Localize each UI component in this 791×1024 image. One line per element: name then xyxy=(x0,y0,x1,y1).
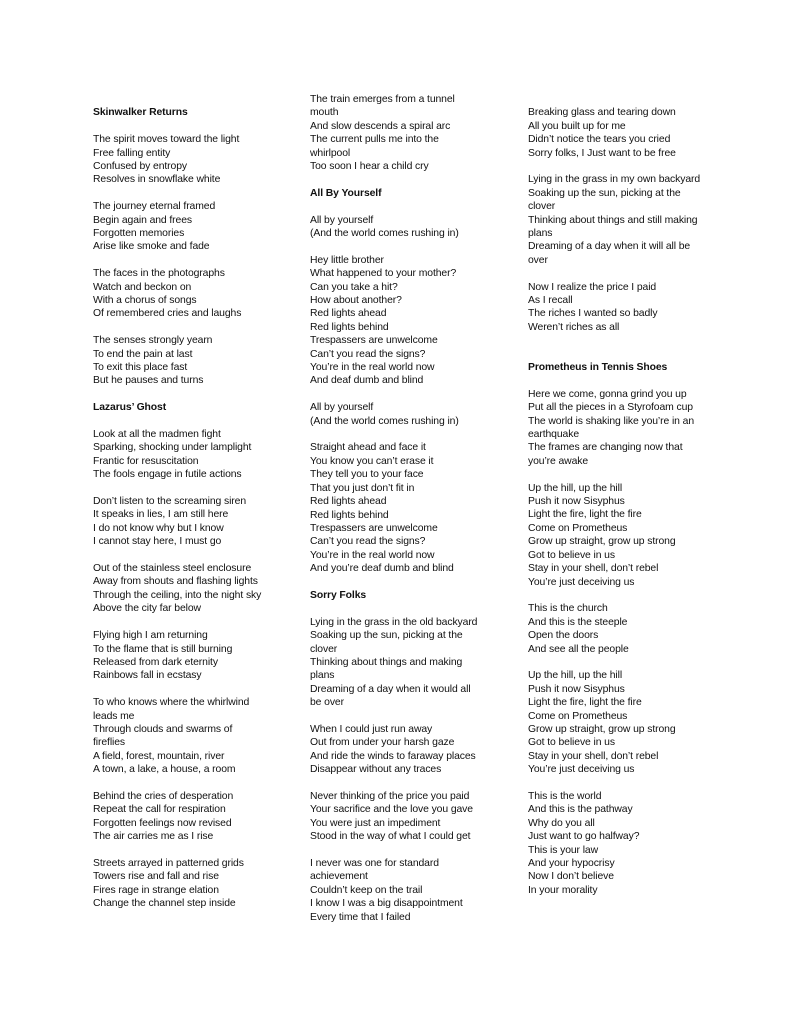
verse-line: Here we come, gonna grind you up xyxy=(528,388,687,400)
blank-line xyxy=(310,844,510,857)
verse-line: The spirit moves toward the light xyxy=(93,134,240,146)
verse-line: Never thinking of the price you paid xyxy=(310,790,470,802)
verse-line: Come on Prometheus xyxy=(528,710,628,722)
verse-line: Sparking, shocking under lamplight xyxy=(93,442,252,454)
blank-line xyxy=(93,616,293,629)
verse-line: To exit this place fast xyxy=(93,362,188,374)
verse-line: fireflies xyxy=(93,737,126,749)
blank-line xyxy=(310,388,510,401)
verse-line: clover xyxy=(310,643,338,655)
verse-line: Up the hill, up the hill xyxy=(528,670,623,682)
verse-line: Put all the pieces in a Styrofoam cup xyxy=(528,402,693,414)
blank-line xyxy=(93,187,293,200)
verse-line: That you just don’t fit in xyxy=(310,482,415,494)
verse-line: Trespassers are unwelcome xyxy=(310,522,438,534)
verse-line: Behind the cries of desperation xyxy=(93,790,234,802)
verse-line: Every time that I failed xyxy=(310,911,411,923)
verse-line: And ride the winds to faraway places xyxy=(310,750,476,762)
verse-line: Couldn’t keep on the trail xyxy=(310,884,423,896)
verse-line: Didn’t notice the tears you cried xyxy=(528,134,671,146)
verse-line: Stay in your shell, don’t rebel xyxy=(528,563,659,575)
verse-line: And this is the steeple xyxy=(528,616,628,628)
blank-line xyxy=(528,589,728,602)
verse-line: The train emerges from a tunnel xyxy=(310,94,455,105)
verse-line: Soaking up the sun, picking at the xyxy=(528,187,681,199)
verse-line: To who knows where the whirlwind xyxy=(93,697,250,709)
verse-line: you’re awake xyxy=(528,455,589,467)
verse-line: Lying in the grass in my own backyard xyxy=(528,174,701,186)
poem-title: Sorry Folks xyxy=(310,589,367,601)
lyrics-column-3 xyxy=(528,93,728,897)
verse-line: Thinking about things and still making xyxy=(528,214,698,226)
verse-line: Light the fire, light the fire xyxy=(528,509,642,521)
blank-line xyxy=(528,374,728,387)
verse-line: You were just an impediment xyxy=(310,817,441,829)
verse-line: Released from dark eternity xyxy=(93,656,218,668)
blank-line xyxy=(93,388,293,401)
verse-line: Thinking about things and making xyxy=(310,656,463,668)
verse-line: Frantic for resuscitation xyxy=(93,455,199,467)
blank-line xyxy=(93,683,293,696)
verse-line: Look at all the madmen fight xyxy=(93,429,221,441)
blank-line xyxy=(93,549,293,562)
lyrics-column-2 xyxy=(310,93,510,924)
verse-line: over xyxy=(528,254,548,266)
lyrics-column-1 xyxy=(93,93,293,911)
verse-line: Can’t you read the signs? xyxy=(310,536,426,548)
verse-line: The fools engage in futile actions xyxy=(93,469,242,481)
verse-line: (And the world comes rushing in) xyxy=(310,415,459,427)
verse-line: leads me xyxy=(93,710,135,722)
verse-line: And deaf dumb and blind xyxy=(310,375,424,387)
verse-line: The world is shaking like you’re in an xyxy=(528,415,694,427)
verse-line: Confused by entropy xyxy=(93,161,187,172)
verse-line: You’re just deceiving us xyxy=(528,764,635,776)
blank-line xyxy=(528,468,728,481)
verse-line: The air carries me as I rise xyxy=(93,831,214,843)
verse-line: Come on Prometheus xyxy=(528,522,628,534)
verse-line: Now I realize the price I paid xyxy=(528,281,657,293)
verse-line: Through clouds and swarms of xyxy=(93,723,233,735)
verse-line: All by yourself xyxy=(310,214,374,226)
verse-line: A town, a lake, a house, a room xyxy=(93,764,236,776)
verse-line: Your sacrifice and the love you gave xyxy=(310,804,473,816)
verse-line: Red lights behind xyxy=(310,509,389,521)
verse-line: The senses strongly yearn xyxy=(93,335,213,347)
blank-line xyxy=(310,777,510,790)
verse-line: What happened to your mother? xyxy=(310,268,457,280)
verse-line: The frames are changing now that xyxy=(528,442,683,454)
blank-line xyxy=(528,348,728,361)
verse-line: whirlpool xyxy=(310,147,351,159)
verse-line: Resolves in snowflake white xyxy=(93,174,221,186)
verse-line: Red lights ahead xyxy=(310,308,387,320)
verse-line: Weren’t riches as all xyxy=(528,321,620,333)
verse-line: plans xyxy=(528,228,553,240)
verse-line: All by yourself xyxy=(310,402,374,414)
verse-line: I never was one for standard xyxy=(310,858,439,869)
verse-line: I do not know why but I know xyxy=(93,522,224,534)
verse-line: achievement xyxy=(310,871,368,883)
verse-line: Grow up straight, grow up strong xyxy=(528,536,676,548)
verse-line: Dreaming of a day when it will all be xyxy=(528,241,691,253)
blank-line xyxy=(93,844,293,857)
poem-title: Skinwalker Returns xyxy=(93,107,188,119)
blank-line xyxy=(310,240,510,253)
verse-line: You know you can’t erase it xyxy=(310,455,434,467)
verse-line: Now I don’t believe xyxy=(528,871,614,883)
verse-line: Through the ceiling, into the night sky xyxy=(93,589,262,601)
blank-line xyxy=(528,267,728,280)
verse-line: Away from shouts and flashing lights xyxy=(93,576,258,588)
verse-line: And see all the people xyxy=(528,643,629,655)
verse-line: Trespassers are unwelcome xyxy=(310,335,438,347)
verse-line: This is your law xyxy=(528,844,598,856)
blank-line xyxy=(93,120,293,133)
verse-line: Open the doors xyxy=(528,630,599,642)
verse-line: And your hypocrisy xyxy=(528,858,615,869)
verse-line: You’re in the real world now xyxy=(310,362,435,374)
blank-line xyxy=(93,321,293,334)
verse-line: Out of the stainless steel enclosure xyxy=(93,563,252,575)
verse-line: Disappear without any traces xyxy=(310,764,442,776)
verse-line: The journey eternal framed xyxy=(93,201,216,213)
verse-line: Just want to go halfway? xyxy=(528,831,640,843)
blank-line xyxy=(528,656,728,669)
verse-line: Don’t listen to the screaming siren xyxy=(93,496,247,508)
verse-line: How about another? xyxy=(310,295,402,307)
verse-line: This is the world xyxy=(528,790,602,802)
verse-line: Forgotten feelings now revised xyxy=(93,817,232,829)
verse-line: Push it now Sisyphus xyxy=(528,683,625,695)
verse-line: Free falling entity xyxy=(93,147,171,159)
verse-line: This is the church xyxy=(528,603,608,615)
verse-line: With a chorus of songs xyxy=(93,295,197,307)
blank-line xyxy=(93,482,293,495)
blank-line xyxy=(93,93,293,106)
blank-line xyxy=(93,254,293,267)
blank-line xyxy=(310,173,510,186)
verse-line: A field, forest, mountain, river xyxy=(93,750,225,762)
verse-line: Red lights behind xyxy=(310,321,389,333)
verse-line: Arise like smoke and fade xyxy=(93,241,210,253)
verse-line: clover xyxy=(528,201,556,213)
poem-title: All By Yourself xyxy=(310,187,382,199)
verse-line: (And the world comes rushing in) xyxy=(310,228,459,240)
verse-line: Change the channel step inside xyxy=(93,898,236,910)
verse-line: Got to believe in us xyxy=(528,737,615,749)
verse-line: You’re in the real world now xyxy=(310,549,435,561)
verse-line: Why do you all xyxy=(528,817,595,829)
verse-line: And this is the pathway xyxy=(528,804,633,816)
verse-line: Soaking up the sun, picking at the xyxy=(310,630,463,642)
verse-line: Push it now Sisyphus xyxy=(528,496,625,508)
blank-line xyxy=(528,93,728,106)
verse-line: Breaking glass and tearing down xyxy=(528,107,676,119)
verse-line: Got to believe in us xyxy=(528,549,615,561)
verse-line: Can’t you read the signs? xyxy=(310,348,426,360)
verse-line: Watch and beckon on xyxy=(93,281,192,293)
poem-title: Lazarus’ Ghost xyxy=(93,402,167,414)
blank-line xyxy=(528,777,728,790)
blank-line xyxy=(310,710,510,723)
verse-line: Flying high I am returning xyxy=(93,630,208,642)
verse-line: I know I was a big disappointment xyxy=(310,898,463,910)
verse-line: Stay in your shell, don’t rebel xyxy=(528,750,659,762)
verse-line: be over xyxy=(310,697,344,709)
blank-line xyxy=(310,200,510,213)
verse-line: To end the pain at last xyxy=(93,348,193,360)
blank-line xyxy=(93,415,293,428)
verse-line: Above the city far below xyxy=(93,603,201,615)
blank-line xyxy=(310,576,510,589)
blank-line xyxy=(528,334,728,347)
blank-line xyxy=(310,428,510,441)
verse-line: In your morality xyxy=(528,884,598,896)
verse-line: plans xyxy=(310,670,335,682)
verse-line: Light the fire, light the fire xyxy=(528,697,642,709)
verse-line: Grow up straight, grow up strong xyxy=(528,723,676,735)
verse-line: Streets arrayed in patterned grids xyxy=(93,857,244,869)
poem-title: Prometheus in Tennis Shoes xyxy=(528,362,668,374)
verse-line: They tell you to your face xyxy=(310,469,424,481)
verse-line: Out from under your harsh gaze xyxy=(310,737,455,749)
verse-line: The current pulls me into the xyxy=(310,134,439,146)
verse-line: mouth xyxy=(310,107,339,119)
verse-line: Too soon I hear a child cry xyxy=(310,161,429,173)
verse-line: Fires rage in strange elation xyxy=(93,884,219,896)
verse-line: Can you take a hit? xyxy=(310,281,398,293)
verse-line: Up the hill, up the hill xyxy=(528,482,623,494)
verse-line: Sorry folks, I Just want to be free xyxy=(528,147,676,159)
verse-line: Begin again and frees xyxy=(93,214,192,226)
verse-line: And slow descends a spiral arc xyxy=(310,120,451,132)
verse-line: Rainbows fall in ecstasy xyxy=(93,670,202,682)
verse-line: Of remembered cries and laughs xyxy=(93,308,242,320)
verse-line: earthquake xyxy=(528,429,579,441)
verse-line: It speaks in lies, I am still here xyxy=(93,509,229,521)
verse-line: Dreaming of a day when it would all xyxy=(310,683,471,695)
verse-line: And you’re deaf dumb and blind xyxy=(310,563,454,575)
verse-line: I cannot stay here, I must go xyxy=(93,536,222,548)
verse-line: Hey little brother xyxy=(310,254,384,266)
blank-line xyxy=(93,777,293,790)
verse-line: As I recall xyxy=(528,295,573,307)
blank-line xyxy=(528,160,728,173)
verse-line: Straight ahead and face it xyxy=(310,442,426,454)
verse-line: Towers rise and fall and rise xyxy=(93,871,219,883)
verse-line: The riches I wanted so badly xyxy=(528,308,658,320)
verse-line: To the flame that is still burning xyxy=(93,643,233,655)
verse-line: All you built up for me xyxy=(528,120,626,132)
verse-line: The faces in the photographs xyxy=(93,268,225,280)
blank-line xyxy=(310,602,510,615)
verse-line: Stood in the way of what I could get xyxy=(310,831,471,843)
verse-line: Red lights ahead xyxy=(310,496,387,508)
verse-line: Repeat the call for respiration xyxy=(93,804,226,816)
verse-line: When I could just run away xyxy=(310,723,433,735)
verse-line: You’re just deceiving us xyxy=(528,576,635,588)
verse-line: Lying in the grass in the old backyard xyxy=(310,616,478,628)
verse-line: Forgotten memories xyxy=(93,228,185,240)
verse-line: But he pauses and turns xyxy=(93,375,204,387)
